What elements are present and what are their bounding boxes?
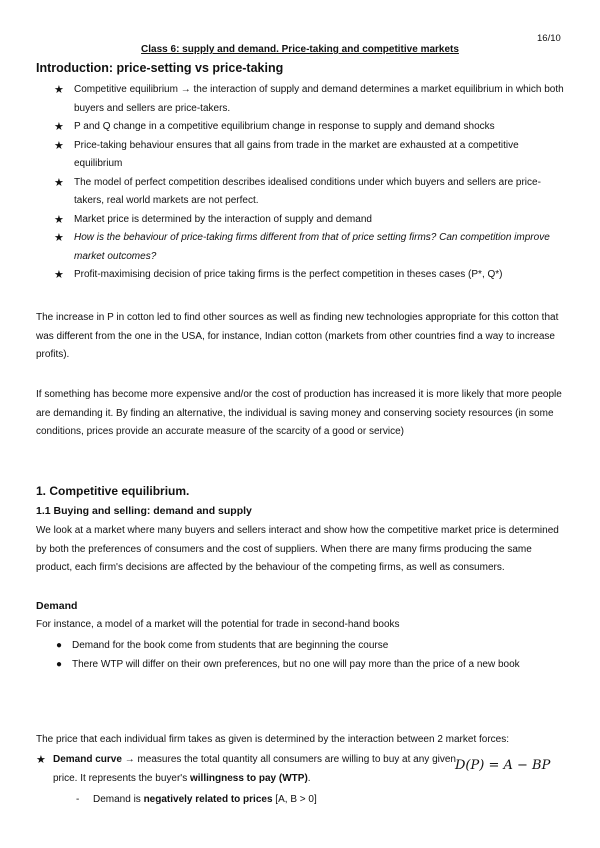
star-bullet-icon: ★ [54, 139, 64, 152]
list-item: ★ Profit-maximising decision of price taking firms is the perfect competition in theses cases (P*, Q*) [54, 266, 564, 285]
section-heading: 1. Competitive equilibrium. [36, 484, 190, 498]
market-intro-paragraph: We look at a market where many buyers and sellers interact and show how the competitive market price is determined by both the preferences of consumers and the cost of suppliers. When there are many firms producing the same product, each firm's decisions are affected by the behaviour of the competing firms, as well as consumers. [36, 525, 559, 573]
dash-bullet-icon: - [76, 794, 80, 805]
demand-curve-item [36, 751, 456, 788]
list-item: ★ How is the behaviour of price-taking firms different from that of price setting firms? Can competition improve market outcomes? [54, 229, 564, 266]
list-item: ★ The model of perfect competition describes idealised conditions under which buyers and sellers are price-takers, real world markets are not perfect. [54, 174, 564, 211]
demand-bullet-list [54, 637, 564, 674]
star-bullet-icon: ★ [54, 84, 64, 96]
demand-curve-term: Demand curve [53, 754, 122, 765]
star-bullet-icon: ★ [54, 232, 64, 244]
dot-bullet-icon: ● [56, 658, 63, 670]
subsection-heading: 1.1 Buying and selling: demand and supply [36, 505, 252, 517]
page-number: 16/10 [537, 33, 561, 44]
wtp-term: willingness to pay (WTP) [189, 772, 308, 784]
demand-sub-point: - Demand is negatively related to prices [A, B > 0] [76, 791, 317, 810]
list-item: ● Demand for the book come from students that are beginning the course [54, 637, 564, 656]
intro-bullet-list [54, 81, 564, 285]
list-item: ★ P and Q change in a competitive equilibrium change in response to supply and demand shocks [54, 118, 564, 137]
star-bullet-icon: ★ [54, 121, 64, 133]
demand-formula: D(P) = A − BP [455, 758, 551, 773]
document-title: Class 6: supply and demand. Price-taking and competitive markets [141, 44, 459, 55]
list-item: ★ Price-taking behaviour ensures that all gains from trade in the market are exhausted at a competitive equilibrium [54, 137, 564, 174]
demand-heading: Demand [36, 600, 78, 612]
star-bullet-icon: ★ [36, 754, 46, 766]
dot-bullet-icon: ● [56, 640, 63, 651]
market-forces-text: The price that each individual firm takes as given is determined by the interaction between 2 market forces: [36, 734, 510, 745]
list-item: ● There WTP will differ on their own preferences, but no one will pay more than the price of a new book [54, 656, 564, 675]
alternative-paragraph: If something has become more expensive and/or the cost of production has increased it is more likely that more people are demanding it. By finding an alternative, the individual is saving money and conserving society resources (in some conditions, prices provide an accurate measure of the scarcity of a good or service) [36, 389, 562, 437]
star-bullet-icon: ★ [54, 213, 64, 226]
list-item: ★ Demand curve → measures the total quantity all consumers are willing to buy at any given price. It represents the buyer's willingness to pay (WTP). [36, 751, 456, 788]
list-item: ★ Competitive equilibrium → the interaction of supply and demand determines a market equilibrium in which both buyers and sellers are price-takers. [54, 81, 564, 118]
intro-heading: Introduction: price-setting vs price-taking [36, 61, 284, 75]
demand-text: For instance, a model of a market will the potential for trade in second-hand books [36, 619, 400, 630]
cotton-paragraph: The increase in P in cotton led to find other sources as well as finding new technologies appropriate for this cotton that was different from the one in the USA, for instance, Indian cotton (markets from other countries find a way to increase profits). [36, 312, 559, 360]
list-item: ★ Market price is determined by the interaction of supply and demand [54, 211, 564, 230]
star-bullet-icon: ★ [54, 176, 64, 189]
star-bullet-icon: ★ [54, 269, 64, 281]
